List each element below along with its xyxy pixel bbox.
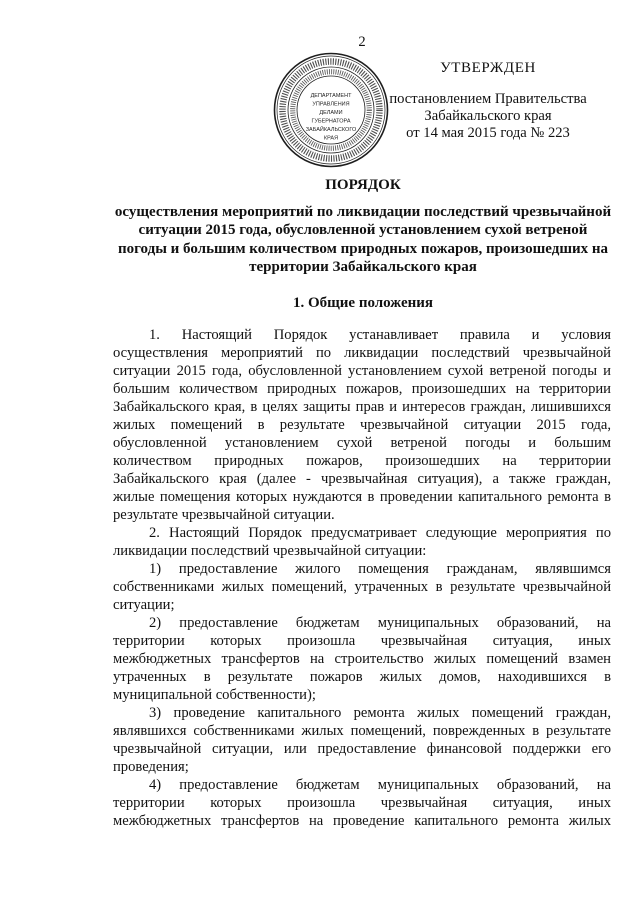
list-item-line: ситуации; xyxy=(113,597,175,613)
paragraph-2 xyxy=(113,524,611,560)
list-item-4 xyxy=(113,776,611,830)
paragraph-line: жилых помещений в результате чрезвычайной ситуации 2015 года, xyxy=(113,417,611,433)
list-item-line: являвшихся собственниками жилых помещений, поврежденных в результате xyxy=(113,723,611,739)
paragraph-line: жилые помещения которых нуждаются в проведении капитального ремонта в xyxy=(113,489,611,505)
list-item-line: межбюджетных трансфертов на строительство жилых помещений взамен xyxy=(113,651,611,667)
list-item-line: собственниками жилых помещений, утраченных в результате чрезвычайной xyxy=(113,579,611,595)
list-item-line: 2) предоставление бюджетам муниципальных образований, на xyxy=(149,615,611,631)
paragraph-line: ситуации 2015 года, обусловленной установлением сухой ветреной погоды и xyxy=(113,363,611,379)
document-subtitle xyxy=(100,203,626,276)
paragraph-line: осуществления мероприятий по ликвидации последствий чрезвычайной xyxy=(113,345,611,361)
page-number: 2 xyxy=(358,34,366,50)
list-item-line: территории которых произошла чрезвычайная ситуация, иных xyxy=(113,795,611,811)
list-item-line: муниципальной собственности); xyxy=(113,687,316,703)
paragraph-line: ликвидации последствий чрезвычайной ситуации: xyxy=(113,543,427,559)
list-item-line: чрезвычайной ситуации, или предоставление финансовой поддержки его xyxy=(113,741,611,757)
list-item-1 xyxy=(113,560,611,614)
subtitle-line: территории Забайкальского края xyxy=(249,258,477,275)
list-item-line: территории которых произошла чрезвычайная ситуация, иных xyxy=(113,633,611,649)
seal-text-line: ДЕЛАМИ xyxy=(319,110,343,116)
section-heading: 1. Общие положения xyxy=(292,295,434,311)
seal-text-line: УПРАВЛЕНИЯ xyxy=(312,101,350,108)
document-title: ПОРЯДОК xyxy=(325,177,401,193)
approval-reference xyxy=(377,91,599,142)
seal-graphic xyxy=(272,51,390,169)
list-item-line: 4) предоставление бюджетам муниципальных образований, на xyxy=(149,777,611,793)
paragraph-line: Забайкальского края (далее - чрезвычайная ситуация), а также граждан, xyxy=(113,471,611,487)
subtitle-line: осуществления мероприятий по ликвидации последствий чрезвычайной xyxy=(114,204,612,220)
approval-title: УТВЕРЖДЕН xyxy=(440,60,536,76)
seal-text-line: ДЕПАРТАМЕНТ xyxy=(310,93,352,99)
paragraph-line: Забайкальского края, в целях защиты прав и интересов граждан, лишившихся xyxy=(113,399,611,415)
list-item-line: 1) предоставление жилого помещения гражданам, являвшимся xyxy=(149,561,611,577)
seal-text-line: ЗАБАЙКАЛЬСКОГО xyxy=(305,127,357,133)
paragraph-line: большим количеством природных пожаров, произошедших на территории xyxy=(113,381,611,397)
subtitle-line: погоды и большим количеством природных пожаров, произошедших на xyxy=(117,240,609,257)
approval-line: Забайкальского края xyxy=(424,108,552,124)
paragraph-line: количеством природных пожаров, произошедших на территории xyxy=(113,453,611,469)
paragraph-line: результате чрезвычайной ситуации. xyxy=(113,507,335,523)
list-item-line: 3) проведение капитального ремонта жилых помещений граждан, xyxy=(149,705,611,721)
seal-text-line: ГУБЕРНАТОРА xyxy=(311,118,351,125)
subtitle-line: ситуации 2015 года, обусловленной установлением сухой ветреной xyxy=(138,222,588,239)
list-item-line: межбюджетных трансфертов на проведение капитального ремонта жилых xyxy=(113,813,611,829)
paragraph-line: 1. Настоящий Порядок устанавливает правила и условия xyxy=(149,327,611,343)
paragraph-1 xyxy=(113,326,611,524)
list-item-3 xyxy=(113,704,611,776)
list-item-line: проведения; xyxy=(113,759,189,775)
document-body xyxy=(113,326,611,830)
paragraph-line: обусловленной установлением сухой ветреной погоды и большим xyxy=(113,435,611,451)
approval-date-number: от 14 мая 2015 года № 223 xyxy=(406,125,570,141)
official-seal xyxy=(272,51,390,169)
list-item-2 xyxy=(113,614,611,704)
paragraph-line: 2. Настоящий Порядок предусматривает следующие мероприятия по xyxy=(149,525,611,541)
list-item-line: утраченных в результате пожаров жилых домов, находившихся в xyxy=(113,669,611,685)
approval-line: постановлением Правительства xyxy=(389,91,587,107)
seal-text-line: КРАЯ xyxy=(323,135,339,142)
